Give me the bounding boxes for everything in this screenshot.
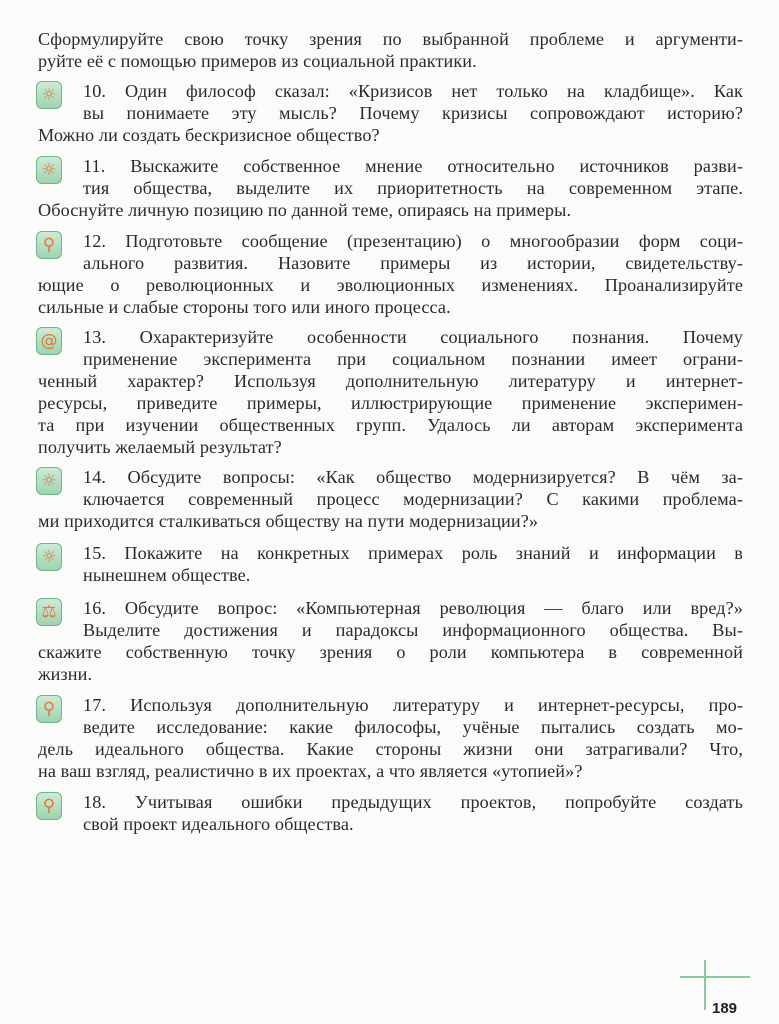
text-line: применение эксперимента при социальном познании имеет ограни- bbox=[83, 349, 743, 369]
text-line: Можно ли создать бескризисное общество? bbox=[38, 125, 380, 145]
text-line: на ваш взгляд, реалистично в их проектах, а что является «утопией»? bbox=[38, 761, 583, 781]
text-line: ющие о революционных и эволюционных изменениях. Проанализируйте bbox=[38, 275, 743, 295]
text-line: свой проект идеального общества. bbox=[83, 814, 354, 834]
text-line: 12. Подготовьте сообщение (презентацию) о многообразии форм соци- bbox=[83, 231, 743, 251]
text-line: ключается современный процесс модернизации? С какими проблема- bbox=[83, 489, 743, 509]
text-line: ресурсы, приведите примеры, иллюстрирующие применение эксперимен- bbox=[38, 393, 743, 413]
page-number-rule bbox=[680, 976, 750, 978]
magnifier-icon: ⚲ bbox=[36, 231, 62, 259]
text-line: ведите исследование: какие философы, учёные пытались создать мо- bbox=[83, 717, 743, 737]
text-line: Обоснуйте личную позицию по данной теме, опираясь на примеры. bbox=[38, 200, 572, 220]
text-line: получить желаемый результат? bbox=[38, 437, 282, 457]
lightbulb-icon: ☼ bbox=[36, 543, 62, 571]
text-line: 16. Обсудите вопрос: «Компьютерная революция — благо или вред?» bbox=[83, 598, 743, 618]
text-line: нынешнем обществе. bbox=[83, 565, 251, 585]
magnifier-icon: ⚲ bbox=[36, 695, 62, 723]
text-line: ченный характер? Используя дополнительную литературу и интернет- bbox=[38, 371, 743, 391]
text-line: Выделите достижения и парадоксы информационного общества. Вы- bbox=[83, 620, 743, 640]
text-line: сильные и слабые стороны того или иного процесса. bbox=[38, 297, 451, 317]
text-line: 18. Учитывая ошибки предыдущих проектов, попробуйте создать bbox=[83, 792, 743, 812]
text-line: 14. Обсудите вопросы: «Как общество модернизируется? В чём за- bbox=[83, 467, 743, 487]
text-line: руйте её с помощью примеров из социальной практики. bbox=[38, 51, 477, 71]
scales-icon: ⚖ bbox=[36, 598, 62, 626]
text-line: 13. Охарактеризуйте особенности социального познания. Почему bbox=[83, 327, 743, 347]
text-line: скажите собственную точку зрения о роли компьютера в современной bbox=[38, 642, 743, 662]
page-number-rule bbox=[704, 960, 706, 1010]
text-line: вы понимаете эту мысль? Почему кризисы сопровождают историю? bbox=[83, 103, 743, 123]
text-line: та при изучении общественных групп. Удалось ли авторам эксперимента bbox=[38, 415, 743, 435]
text-line: Сформулируйте свою точку зрения по выбранной проблеме и аргументи- bbox=[38, 29, 743, 49]
text-line: 11. Выскажите собственное мнение относительно источников разви- bbox=[83, 156, 743, 176]
lightbulb-icon: ☼ bbox=[36, 156, 62, 184]
text-line: ми приходится сталкиваться обществу на пути модернизации?» bbox=[38, 511, 539, 531]
text-line: 17. Используя дополнительную литературу и интернет-ресурсы, про- bbox=[83, 695, 743, 715]
lightbulb-icon: ☼ bbox=[36, 81, 62, 109]
text-line: ального развития. Назовите примеры из истории, свидетельству- bbox=[83, 253, 743, 273]
text-line: дель идеального общества. Какие стороны жизни они затрагивали? Что, bbox=[38, 739, 743, 759]
page-number: 189 bbox=[712, 1000, 738, 1017]
at-sign-icon: @ bbox=[36, 327, 62, 355]
text-line: 10. Один философ сказал: «Кризисов нет только на кладбище». Как bbox=[83, 81, 743, 101]
text-line: 15. Покажите на конкретных примерах роль знаний и информации в bbox=[83, 543, 743, 563]
magnifier-icon: ⚲ bbox=[36, 792, 62, 820]
lightbulb-icon: ☼ bbox=[36, 467, 62, 495]
text-line: жизни. bbox=[38, 664, 93, 684]
text-line: тия общества, выделите их приоритетность на современном этапе. bbox=[83, 178, 743, 198]
